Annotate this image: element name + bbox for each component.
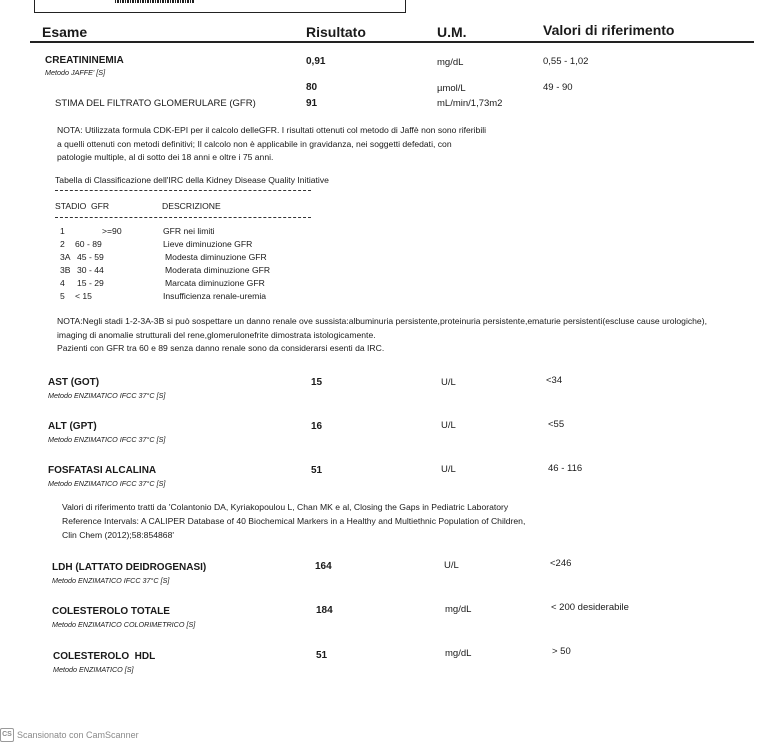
descrizione-cell: Lieve diminuzione GFR [163,239,253,249]
camscanner-text: Scansionato con CamScanner [17,730,139,740]
colesterolo-totale-name: COLESTEROLO TOTALE [52,606,170,617]
creatininemia-method: Metodo JAFFE' [S] [45,68,106,77]
fosfatasi-method: Metodo ENZIMATICO IFCC 37°C [S] [48,479,166,488]
nota1-line-1: NOTA: Utilizzata formula CDK-EPI per il calcolo delleGFR. I risultati ottenuti col metodo di Jaffè non sono riferibili [57,125,487,135]
alt-value: 16 [311,421,323,432]
nota1-line-2: a quelli ottenuti con metodi definitivi; Il calcolo non è applicabile in gravidanza, nei soggetti defedati, con [57,138,452,149]
fosfatasi-note-line-1: Valori di riferimento tratti da 'Colantonio DA, Kyriakopoulou L, Chan MK e al, Closing the Gaps in Pediatric Laboratory [62,502,509,512]
gfr-cell: 30 - 44 [77,265,104,275]
fosfatasi-note-line-3: Clin Chem (2012);58:854868' [62,530,174,540]
colesterolo-totale-value: 184 [316,605,333,616]
tabella-header-row [55,201,315,213]
gfr-cell: 15 - 29 [77,278,104,288]
creatininemia-name: CREATININEMIA [45,55,124,66]
fosfatasi-unit: U/L [441,464,456,475]
tabella-rule-top [55,190,311,191]
stadio-cell: 1 [60,226,65,236]
descrizione-cell: Insufficienza renale-uremia [163,291,267,301]
stadio-cell: 3B [60,265,71,275]
colesterolo-totale-unit: mg/dL [445,604,472,615]
header-valori: Valori di riferimento [543,22,675,38]
stadio-cell: 4 [60,278,65,288]
nota1-line-3: patologie multiple, al di sotto dei 18 anni e oltre i 75 anni. [57,152,274,162]
stadio-cell: 3A [60,252,71,262]
descrizione-cell: Moderata diminuzione GFR [165,265,271,275]
nota2-line-2: imaging di anomalie strutturali del rene,glomerulonefrite dimostrata istologicamente. [57,329,376,340]
fosfatasi-ref: 46 - 116 [548,463,583,474]
creatininemia-ref-1: 0,55 - 1,02 [543,56,589,67]
creatininemia-ref-2: 49 - 90 [543,82,573,93]
fosfatasi-value: 51 [311,465,323,476]
gfr-cell: 45 - 59 [77,252,104,262]
ldh-name: LDH (LATTATO DEIDROGENASI) [52,562,207,573]
gfr-cell: < 15 [75,291,92,301]
descrizione-cell: Marcata diminuzione GFR [165,278,265,288]
creatininemia-unit-2: µmol/L [437,83,466,94]
colesterolo-hdl-method: Metodo ENZIMATICO [S] [53,665,134,674]
ast-value: 15 [311,377,323,388]
barcode [115,0,195,3]
ast-unit: U/L [441,377,456,388]
descrizione-cell: GFR nei limiti [163,226,215,236]
stadio-cell: 5 [60,291,65,301]
creatininemia-value-1: 0,91 [306,56,326,67]
colesterolo-totale-ref: < 200 desiderabile [551,602,629,613]
ldh-unit: U/L [444,560,459,571]
nota-cdk-epi [57,124,577,165]
alt-ref: <55 [548,419,565,430]
ast-ref: <34 [546,375,563,386]
fosfatasi-reference-note [62,500,525,542]
ast-name: AST (GOT) [48,377,100,388]
gfr-name: STIMA DEL FILTRATO GLOMERULARE (GFR) [55,98,256,109]
nota2-line-1: NOTA:Negli stadi 1-2-3A-3B si può sospettare un danno renale ove sussista:albuminuria persistente,proteinuria persistente,ematurie persistenti(escluse cause urologiche), [57,316,707,326]
tabella-title: Tabella di Classificazione dell'IRC della Kidney Disease Quality Initiative [55,175,329,185]
fosfatasi-note-line-2: Reference Intervals: A CALIPER Database of 40 Biochemical Markers in a Healthy and Multiethnic Population of Children, [62,516,526,526]
creatininemia-value-2: 80 [306,82,318,93]
creatininemia-unit-1: mg/dL [437,57,464,68]
ldh-value: 164 [315,561,332,572]
ldh-ref: <246 [550,558,572,569]
colesterolo-hdl-value: 51 [316,650,328,661]
nota-stadi [57,315,707,356]
tabella-rule-bottom [55,217,311,218]
colesterolo-hdl-ref: > 50 [552,646,571,657]
stadio-cell: 2 [60,239,65,249]
header-um: U.M. [437,24,467,40]
gfr-unit: mL/min/1,73m2 [437,98,503,109]
colesterolo-hdl-name: COLESTEROLO HDL [53,651,156,662]
fosfatasi-name: FOSFATASI ALCALINA [48,465,157,476]
tabella-header-gfr: GFR [91,201,110,211]
gfr-cell: 60 - 89 [75,239,102,249]
header-esame: Esame [42,24,88,40]
camscanner-watermark [0,728,139,742]
ast-method: Metodo ENZIMATICO IFCC 37°C [S] [48,391,166,400]
colesterolo-hdl-unit: mg/dL [445,648,472,659]
header-risultato: Risultato [306,24,366,40]
top-label-box [34,0,406,13]
camscanner-logo-icon: CS [0,728,14,742]
gfr-cell: >=90 [102,226,122,236]
alt-method: Metodo ENZIMATICO IFCC 37°C [S] [48,435,166,444]
tabella-header-descrizione: DESCRIZIONE [162,201,221,211]
header-divider [30,41,754,43]
tabella-header-stadio: STADIO [55,201,87,211]
colesterolo-totale-method: Metodo ENZIMATICO COLORIMETRICO [S] [52,620,196,629]
alt-unit: U/L [441,420,456,431]
gfr-value: 91 [306,98,318,109]
descrizione-cell: Modesta diminuzione GFR [165,252,267,262]
nota2-line-3: Pazienti con GFR tra 60 e 89 senza danno renale sono da considerarsi esenti da IRC. [57,343,385,353]
ldh-method: Metodo ENZIMATICO IFCC 37°C [S] [52,576,170,585]
alt-name: ALT (GPT) [48,421,97,432]
